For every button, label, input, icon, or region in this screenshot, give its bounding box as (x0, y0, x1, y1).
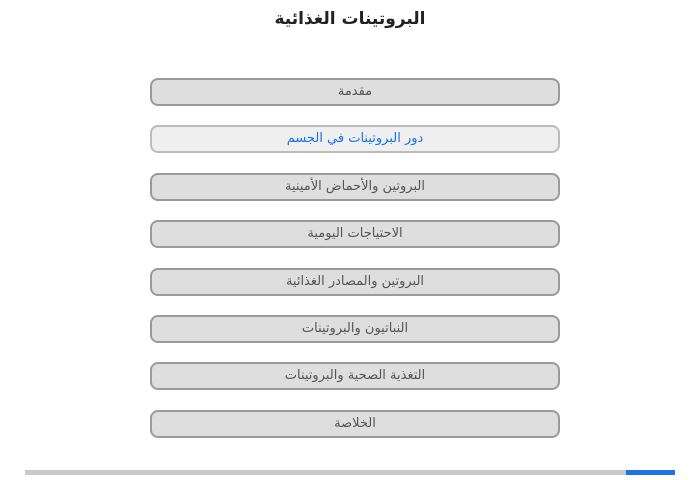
menu-item-amino-acids[interactable]: البروتين والأحماض الأمينية (150, 173, 560, 201)
menu-item-introduction[interactable]: مقدمة (150, 78, 560, 106)
chapter-menu (150, 78, 560, 457)
progress-bar (25, 470, 675, 475)
menu-item-daily-needs[interactable]: الاحتياجات اليومية (150, 220, 560, 248)
menu-item-food-sources[interactable]: البروتين والمصادر الغذائية (150, 268, 560, 296)
page-title: البروتينات الغذائية (274, 9, 426, 29)
menu-item-healthy-nutrition[interactable]: التغذية الصحية والبروتينات (150, 362, 560, 390)
menu-item-vegetarians[interactable]: النباتيون والبروتينات (150, 315, 560, 343)
progress-bar-fill (626, 470, 675, 475)
menu-item-summary[interactable]: الخلاصة (150, 410, 560, 438)
menu-item-protein-role[interactable]: دور البروتينات في الجسم (150, 125, 560, 153)
